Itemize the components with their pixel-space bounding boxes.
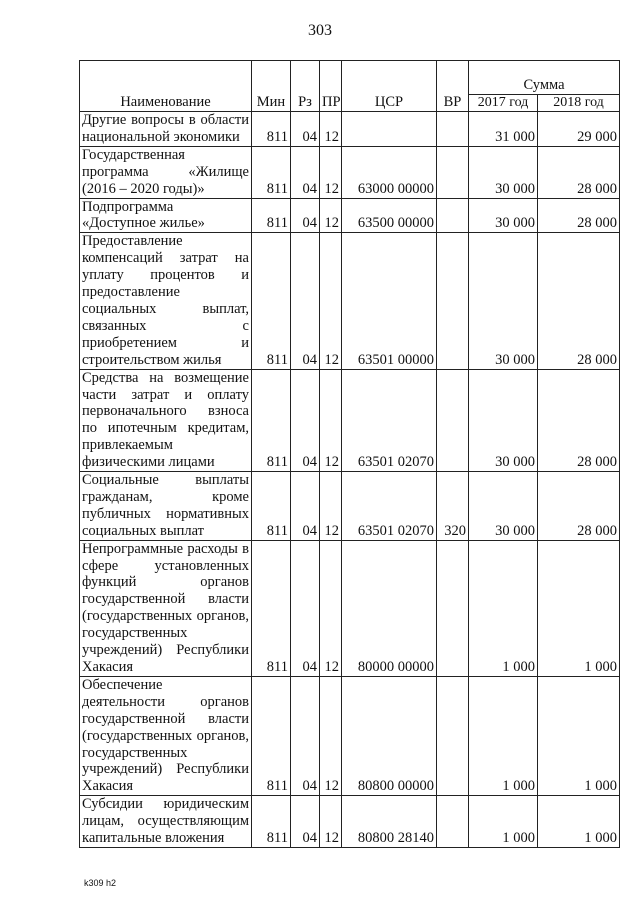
row-amount-2018: 28 000 [538,369,620,471]
table-row [80,676,620,795]
header-csr: ЦСР [342,61,437,112]
row-min: 811 [252,796,291,848]
row-name: Государственная программа «Жилище (2016 – 2020 годы)» [80,146,252,198]
row-name: Средства на возмещение части затрат и оплату первоначального взноса по ипотечным кредитам, привлекаемым физическими лицами [80,369,252,471]
row-pr: 12 [320,369,342,471]
row-vr [437,676,469,795]
table-row [80,112,620,147]
row-amount-2018: 28 000 [538,472,620,541]
row-rz: 04 [291,233,320,369]
row-vr: 320 [437,472,469,541]
row-vr [437,198,469,233]
row-amount-2018: 29 000 [538,112,620,147]
header-min: Мин [252,61,291,112]
table-row [80,369,620,471]
row-rz: 04 [291,146,320,198]
row-pr: 12 [320,198,342,233]
row-vr [437,233,469,369]
row-amount-2017: 30 000 [469,472,538,541]
row-pr: 12 [320,676,342,795]
row-min: 811 [252,198,291,233]
header-year-2018: 2018 год [538,95,620,112]
row-csr: 63501 02070 [342,472,437,541]
table-row [80,540,620,676]
row-rz: 04 [291,540,320,676]
row-pr: 12 [320,146,342,198]
row-min: 811 [252,472,291,541]
table-header [80,61,620,112]
row-csr: 80000 00000 [342,540,437,676]
table-row [80,472,620,541]
row-rz: 04 [291,112,320,147]
row-amount-2018: 1 000 [538,676,620,795]
table-row [80,233,620,369]
row-min: 811 [252,676,291,795]
row-pr: 12 [320,112,342,147]
row-amount-2017: 30 000 [469,233,538,369]
row-csr: 80800 00000 [342,676,437,795]
row-vr [437,369,469,471]
row-amount-2017: 30 000 [469,198,538,233]
row-name: Социальные выплаты гражданам, кроме публичных нормативных социальных выплат [80,472,252,541]
row-name: Непрограммные расходы в сфере установленных функций органов государственной власти (государственных органов, государственных учреждений) Республики Хакасия [80,540,252,676]
row-csr: 63500 00000 [342,198,437,233]
row-vr [437,796,469,848]
table-body [80,112,620,848]
row-csr: 80800 28140 [342,796,437,848]
row-name: Обеспечение деятельности органов государственной власти (государственных органов, государственных учреждений) Республики Хакасия [80,676,252,795]
row-pr: 12 [320,796,342,848]
row-name: Субсидии юридическим лицам, осуществляющим капитальные вложения [80,796,252,848]
row-min: 811 [252,233,291,369]
row-amount-2017: 1 000 [469,796,538,848]
row-amount-2017: 30 000 [469,369,538,471]
header-name: Наименование [80,61,252,112]
row-pr: 12 [320,472,342,541]
row-csr [342,112,437,147]
row-min: 811 [252,146,291,198]
row-pr: 12 [320,233,342,369]
table-row [80,796,620,848]
row-min: 811 [252,369,291,471]
header-sum: Сумма [469,61,620,95]
row-csr: 63000 00000 [342,146,437,198]
row-amount-2018: 28 000 [538,198,620,233]
row-rz: 04 [291,472,320,541]
row-amount-2017: 30 000 [469,146,538,198]
row-amount-2017: 1 000 [469,676,538,795]
row-rz: 04 [291,796,320,848]
row-name: Другие вопросы в области национальной экономики [80,112,252,147]
row-rz: 04 [291,369,320,471]
row-name: Подпрограмма «Доступное жилье» [80,198,252,233]
row-min: 811 [252,540,291,676]
page-number: 303 [308,22,332,39]
row-vr [437,146,469,198]
header-pr: ПР [320,61,342,112]
row-amount-2017: 31 000 [469,112,538,147]
row-amount-2017: 1 000 [469,540,538,676]
footer-code: k309 h2 [84,878,117,888]
row-min: 811 [252,112,291,147]
budget-table [79,60,620,848]
row-name: Предоставление компенсаций затрат на уплату процентов и предоставление социальных выплат, связанных с приобретением и строительством жилья [80,233,252,369]
row-pr: 12 [320,540,342,676]
header-rz: Рз [291,61,320,112]
row-rz: 04 [291,676,320,795]
row-csr: 63501 00000 [342,233,437,369]
row-csr: 63501 02070 [342,369,437,471]
row-amount-2018: 1 000 [538,796,620,848]
row-amount-2018: 1 000 [538,540,620,676]
table-row [80,146,620,198]
table-row [80,198,620,233]
row-vr [437,540,469,676]
row-amount-2018: 28 000 [538,233,620,369]
row-vr [437,112,469,147]
row-amount-2018: 28 000 [538,146,620,198]
header-vr: ВР [437,61,469,112]
header-year-2017: 2017 год [469,95,538,112]
row-rz: 04 [291,198,320,233]
